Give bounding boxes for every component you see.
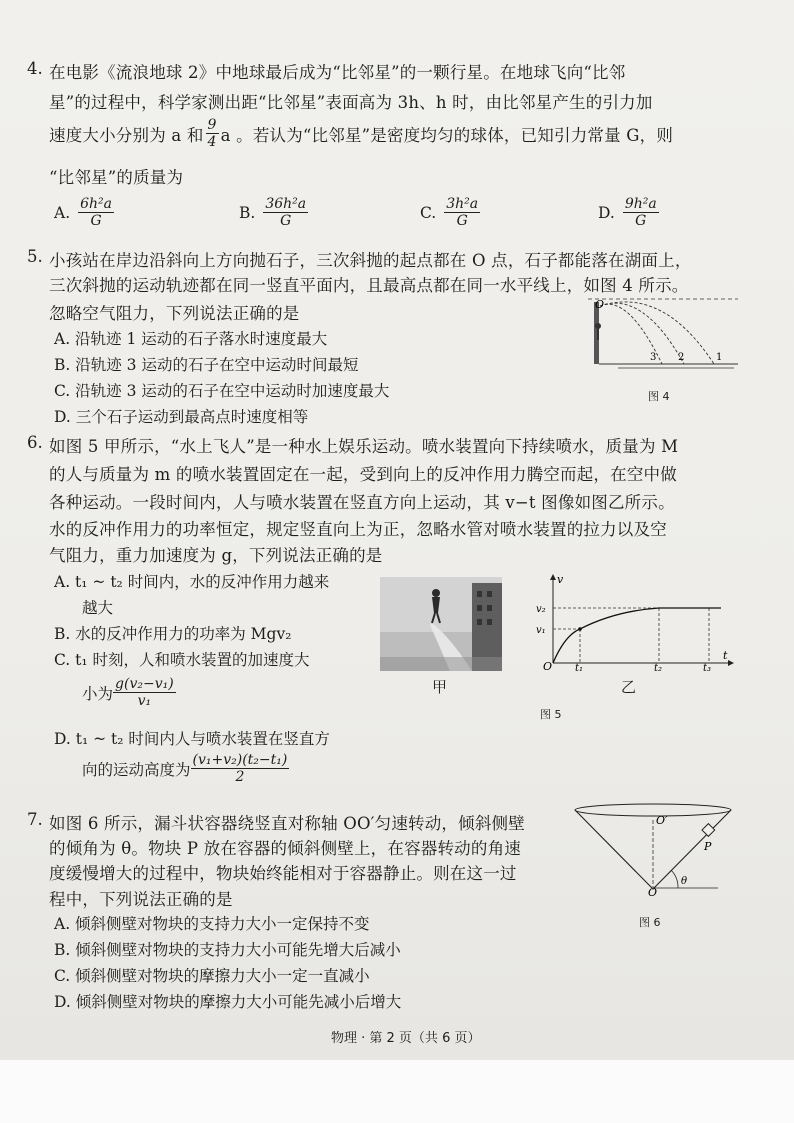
question-text-line: 程中，下列说法正确的是 (49, 890, 233, 909)
point-o-label: O (648, 886, 658, 896)
fraction (113, 676, 176, 709)
fraction-denominator: G (90, 213, 102, 230)
page-bottom-margin (0, 1060, 794, 1123)
option-label: B. (239, 203, 256, 222)
water-surface (380, 657, 502, 671)
fraction-numerator: 36h²a (265, 196, 307, 212)
fraction-denominator: v₁ (137, 693, 152, 710)
v-t-graph (535, 571, 735, 671)
option-d[interactable]: D. 三个石子运动到最高点时速度相等 (54, 408, 309, 426)
option-b[interactable]: B. 沿轨迹 3 运动的石子在空中运动时间最短 (54, 356, 359, 374)
question-text-line: “比邻星”的质量为 (49, 168, 184, 187)
option-c[interactable]: C. 倾斜侧壁对物块的摩擦力大小一定一直减小 (54, 967, 370, 985)
fraction (623, 196, 659, 229)
fraction-numerator: g(v₂−v₁) (115, 676, 174, 692)
fraction (191, 752, 290, 785)
option-d[interactable] (598, 196, 659, 229)
option-d-continued (82, 752, 289, 785)
option-c[interactable]: C. t₁ 时刻，人和喷水装置的加速度大 (54, 651, 310, 669)
question-text-line: 的倾角为 θ。物块 P 放在容器的倾斜侧壁上，在容器转动的角速 (49, 839, 521, 858)
option-a[interactable]: A. t₁ ~ t₂ 时间内，水的反冲作用力越来 (54, 573, 330, 591)
question-text-line: 的人与质量为 m 的喷水装置固定在一起，受到向上的反冲作用力腾空而起，在空中做 (49, 465, 677, 484)
option-label: C. (420, 203, 437, 222)
track-label-2: 2 (678, 352, 685, 363)
option-b[interactable]: B. 倾斜侧壁对物块的支持力大小可能先增大后减小 (54, 941, 401, 959)
question-text-line: 气阻力，重力加速度为 g，下列说法正确的是 (49, 546, 383, 565)
fraction-numerator: 3h²a (446, 196, 479, 212)
angle-theta-label: θ (681, 876, 688, 887)
page-footer: 物理 · 第 2 页（共 6 页） (331, 1031, 481, 1046)
question-number: 7. (27, 810, 43, 829)
figure-caption: 图 4 (648, 390, 670, 403)
option-c-continued (82, 676, 176, 709)
fraction-denominator: 4 (207, 134, 217, 151)
x-tick-t1: t₁ (575, 663, 584, 671)
question-number: 4. (27, 59, 43, 78)
option-c[interactable]: C. 沿轨迹 3 运动的石子在空中运动时加速度最大 (54, 382, 390, 400)
fraction-denominator: G (280, 213, 292, 230)
option-a[interactable]: A. 沿轨迹 1 运动的石子落水时速度最大 (54, 330, 328, 348)
x-tick-t2: t₂ (654, 663, 663, 671)
question-text-line: a 。若认为“比邻星”是密度均匀的球体，已知引力常量 G，则 (220, 125, 674, 145)
option-a[interactable]: A. 倾斜侧壁对物块的支持力大小一定保持不变 (54, 915, 370, 933)
child-figure (595, 323, 601, 329)
graph-label: 乙 (621, 678, 637, 696)
building-window (477, 619, 482, 625)
funnel-rim (575, 804, 731, 816)
option-c[interactable] (420, 196, 480, 229)
question-text-line: 星”的过程中，科学家测出距“比邻星”表面高为 3h、h 时，由比邻星产生的引力加 (49, 93, 653, 112)
figure-4-trajectories (588, 292, 738, 377)
block-p (702, 824, 715, 837)
option-text: 向的运动高度为 (82, 760, 191, 779)
question-text-line: 度缓慢增大的过程中，物块始终能相对于容器静止。则在这一过 (49, 864, 517, 883)
photo-label: 甲 (432, 678, 448, 696)
fraction-numerator: (v₁+v₂)(t₂−t₁) (192, 752, 288, 768)
y-tick-v1: v₁ (536, 625, 546, 636)
fraction-numerator: 6h²a (80, 196, 113, 212)
option-d[interactable]: D. 倾斜侧壁对物块的摩擦力大小可能先减小后增大 (54, 993, 402, 1011)
fraction (206, 117, 219, 150)
building-window (477, 591, 482, 597)
question-text-line: 忽略空气阻力，下列说法正确的是 (49, 304, 300, 323)
option-label: D. (598, 203, 615, 222)
question-text-line: 如图 5 甲所示，“水上飞人”是一种水上娱乐运动。喷水装置向下持续喷水，质量为 M (49, 437, 679, 456)
fraction-denominator: G (456, 213, 468, 230)
point-o-prime-label: O′ (656, 814, 668, 827)
origin-label: O (543, 660, 553, 671)
angle-arc (671, 870, 678, 888)
water-jetpack-photo (380, 577, 502, 671)
question-number: 5. (27, 247, 43, 266)
figure-6-funnel (568, 800, 738, 896)
question-text-line: 小孩站在岸边沿斜向上方向抛石子，三次斜抛的起点都在 O 点，石子都能落在湖面上， (49, 251, 692, 270)
fraction (78, 196, 114, 229)
fraction-numerator: 9h²a (624, 196, 657, 212)
funnel-wall-left (575, 810, 652, 888)
question-text-line: 在电影《流浪地球 2》中地球最后成为“比邻星”的一颗行星。在地球飞向“比邻 (49, 63, 626, 82)
question-text-line: 三次斜抛的运动轨迹都在同一竖直平面内，且最高点都在同一水平线上，如图 4 所示。 (49, 276, 689, 295)
person-head (432, 589, 440, 597)
building-window (477, 605, 482, 611)
fraction (263, 196, 308, 229)
option-b[interactable] (239, 196, 308, 229)
velocity-curve (553, 608, 721, 663)
x-tick-t3: t₃ (703, 663, 712, 671)
question-text-line: 水的反冲作用力的功率恒定，规定竖直向上为正，忽略水管对喷水装置的拉力以及空 (49, 520, 667, 539)
question-number: 6. (27, 433, 43, 452)
point-t1 (578, 627, 582, 631)
trajectory-2 (600, 303, 684, 364)
track-label-3: 3 (650, 352, 657, 363)
fraction-denominator: 2 (235, 769, 245, 786)
option-text: 小为 (82, 684, 114, 703)
option-d[interactable]: D. t₁ ~ t₂ 时间内人与喷水装置在竖直方 (54, 730, 330, 748)
building-window (487, 591, 492, 597)
question-text-line: 如图 6 所示，漏斗状容器绕竖直对称轴 OO′匀速转动，倾斜侧壁 (49, 814, 525, 833)
building-window (487, 605, 492, 611)
block-p-label: P (704, 840, 712, 853)
figure-caption: 图 6 (639, 916, 661, 929)
fraction-numerator: 9 (207, 117, 217, 133)
option-label: A. (54, 203, 71, 222)
fraction-denominator: G (635, 213, 647, 230)
v-axis-label: v (557, 573, 564, 586)
track-label-1: 1 (716, 352, 723, 363)
building-window (487, 619, 492, 625)
y-tick-v2: v₂ (536, 604, 546, 615)
option-b[interactable]: B. 水的反冲作用力的功率为 Mgv₂ (54, 625, 292, 643)
question-text-line: 速度大小分别为 a 和 (49, 125, 204, 145)
t-axis-label: t (723, 649, 728, 662)
point-o-label: O (595, 298, 605, 311)
option-a[interactable] (54, 196, 114, 229)
figure-caption: 图 5 (540, 708, 562, 721)
option-a-continued: 越大 (82, 599, 114, 617)
question-text-line: 各种运动。一段时间内，人与喷水装置在竖直方向上运动，其 v−t 图像如图乙所示。 (49, 493, 675, 512)
fraction (444, 196, 480, 229)
